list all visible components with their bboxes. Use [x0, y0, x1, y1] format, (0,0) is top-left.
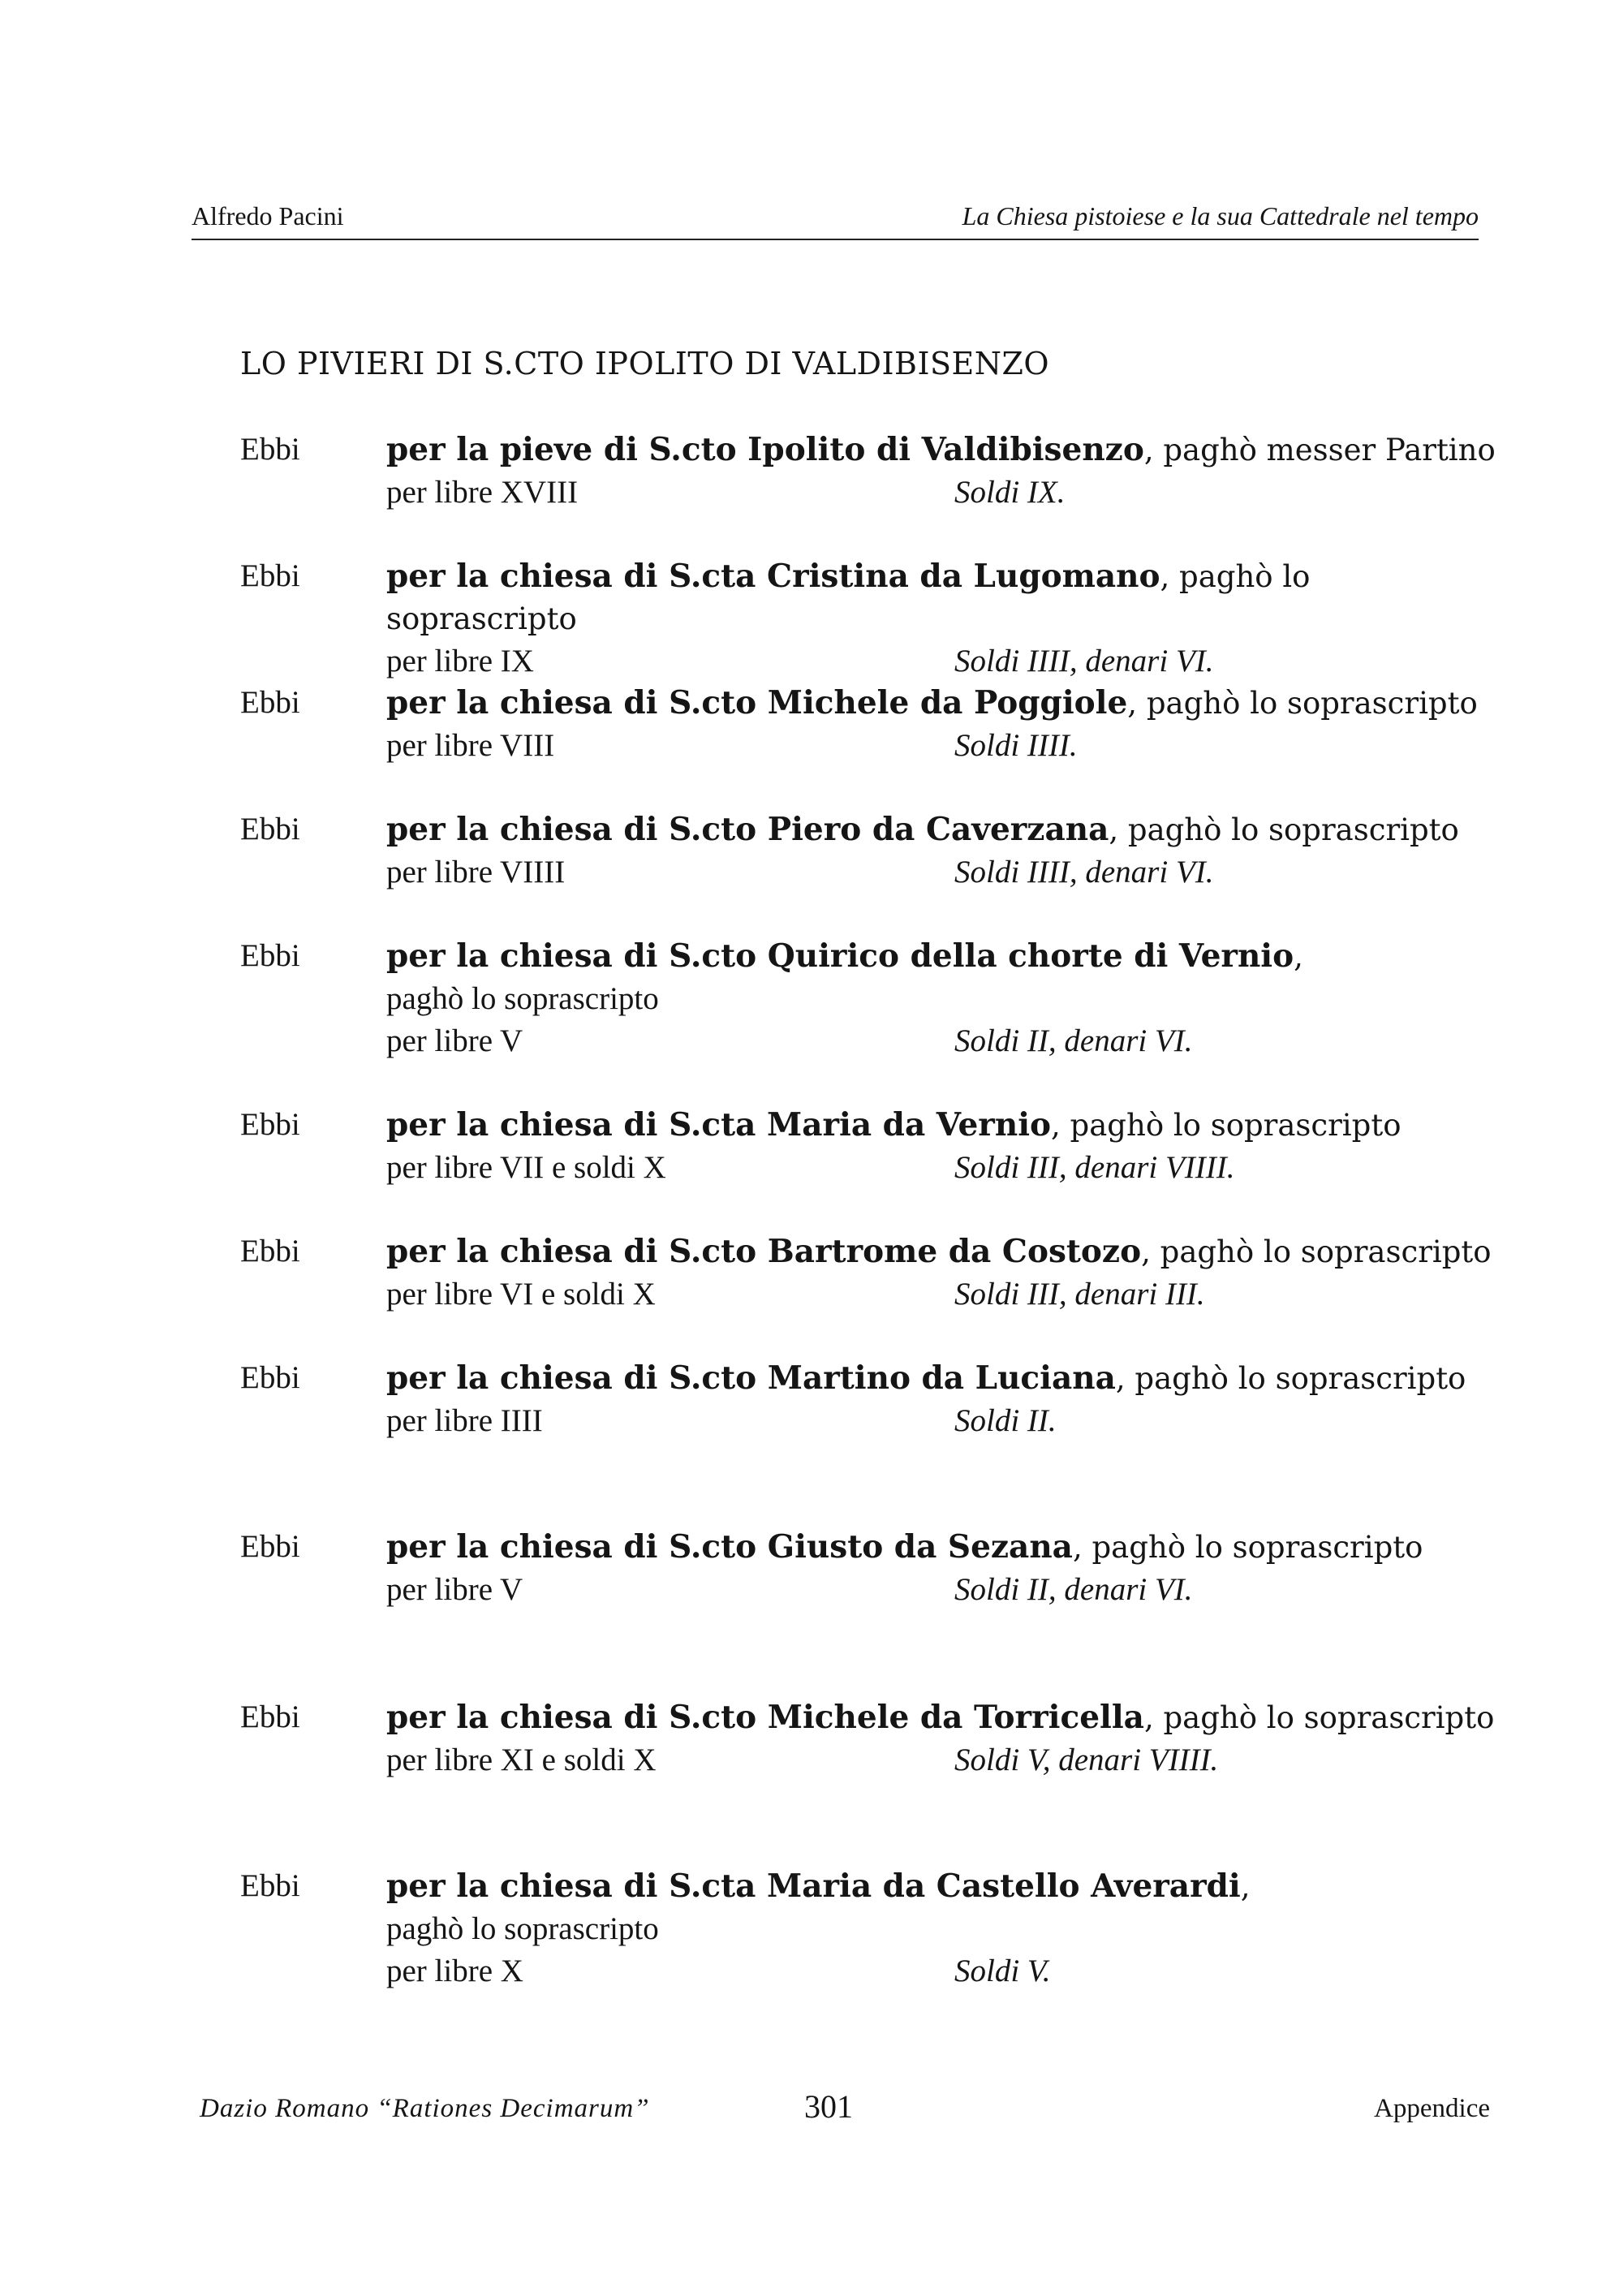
page-number: 301: [804, 2088, 853, 2125]
entry-label: Ebbi: [240, 812, 300, 846]
entry-payer: , paghò lo soprascripto: [1051, 1108, 1402, 1143]
entry-tax: Soldi IX.: [954, 475, 1066, 510]
entry-payer-line: paghò lo soprascripto: [386, 1911, 659, 1946]
entry-amount: per libre XVIII: [386, 475, 579, 510]
entry-church: per la chiesa di S.cto Bartrome da Costozo: [386, 1233, 1142, 1270]
entry-payer: , paghò messer Partino: [1143, 433, 1496, 467]
entry-payer: , paghò lo soprascripto: [386, 559, 1311, 636]
footer-reference: Dazio Romano “Rationes Decimarum”: [200, 2094, 650, 2123]
entry-church: per la chiesa di S.cta Cristina da Lugomano: [386, 558, 1160, 595]
entry-church: per la chiesa di S.cto Martino da Luciana: [386, 1359, 1116, 1397]
entry-tax: Soldi IIII, denari VI.: [954, 644, 1214, 678]
entry-amount: per libre X: [386, 1954, 523, 1988]
entry-payer: ,: [1240, 1869, 1251, 1904]
entry-label: Ebbi: [240, 1699, 300, 1734]
entry-payer: , paghò lo soprascripto: [1141, 1234, 1492, 1269]
entry-tax: Soldi IIII.: [954, 728, 1078, 763]
entry-amount: per libre VII e soldi X: [386, 1150, 666, 1185]
entry-tax: Soldi IIII, denari VI.: [954, 855, 1214, 890]
entry-label: Ebbi: [240, 1360, 300, 1395]
entry-amount: per libre VIII: [386, 728, 555, 763]
entry-tax: Soldi V, denari VIIII.: [954, 1742, 1219, 1777]
entry-tax: Soldi V.: [954, 1954, 1051, 1988]
entry-payer: , paghò lo soprascripto: [1115, 1361, 1466, 1396]
entry-church: per la chiesa di S.cto Michele da Torricella: [386, 1699, 1144, 1736]
entry-church: per la chiesa di S.cto Quirico della chorte di Vernio: [386, 937, 1294, 975]
entry-church: per la chiesa di S.cta Maria da Vernio: [386, 1106, 1052, 1144]
entry-payer: ,: [1294, 939, 1303, 974]
entry-label: Ebbi: [240, 558, 300, 593]
entry-label: Ebbi: [240, 1234, 300, 1269]
entry-amount: per libre VI e soldi X: [386, 1277, 656, 1312]
footer-appendix: Appendice: [1374, 2094, 1490, 2123]
entry-amount: per libre XI e soldi X: [386, 1742, 657, 1777]
entry-amount: per libre VIIII: [386, 855, 566, 890]
entry-label: Ebbi: [240, 1868, 300, 1903]
entry-amount: per libre V: [386, 1572, 523, 1607]
entry-church: per la chiesa di S.cto Giusto da Sezana: [386, 1528, 1073, 1566]
entry-label: Ebbi: [240, 1529, 300, 1564]
entry-tax: Soldi III, denari III.: [954, 1277, 1205, 1312]
entry-amount: per libre IX: [386, 644, 534, 678]
entry-tax: Soldi II, denari VI.: [954, 1023, 1193, 1058]
section-title: LO PIVIERI DI S.CTO IPOLITO DI VALDIBISENZO: [240, 346, 1050, 381]
entry-church: per la pieve di S.cto Ipolito di Valdibisenzo: [386, 431, 1144, 468]
entry-tax: Soldi II, denari VI.: [954, 1572, 1193, 1607]
entry-payer: , paghò lo soprascripto: [1072, 1530, 1423, 1565]
entry-label: Ebbi: [240, 1107, 300, 1142]
header-title: La Chiesa pistoiese e la sua Cattedrale nel tempo: [962, 201, 1479, 230]
entry-payer: , paghò lo soprascripto: [1127, 686, 1478, 721]
entry-church: per la chiesa di S.cto Michele da Poggiole: [386, 684, 1128, 722]
entry-label: Ebbi: [240, 432, 300, 467]
entry-payer: , paghò lo soprascripto: [1143, 1700, 1495, 1735]
running-header: [192, 201, 1479, 240]
entry-amount: per libre IIII: [386, 1403, 543, 1438]
entry-tax: Soldi II.: [954, 1403, 1057, 1438]
entry-church: per la chiesa di S.cta Maria da Castello Averardi: [386, 1867, 1241, 1905]
entry-church: per la chiesa di S.cto Piero da Caverzana: [386, 811, 1109, 848]
entry-payer-line: paghò lo soprascripto: [386, 981, 659, 1016]
entry-amount: per libre V: [386, 1023, 523, 1058]
entry-label: Ebbi: [240, 685, 300, 720]
header-author: Alfredo Pacini: [192, 201, 344, 230]
entry-label: Ebbi: [240, 938, 300, 973]
entry-payer: , paghò lo soprascripto: [1109, 812, 1459, 847]
entry-tax: Soldi III, denari VIIII.: [954, 1150, 1235, 1185]
